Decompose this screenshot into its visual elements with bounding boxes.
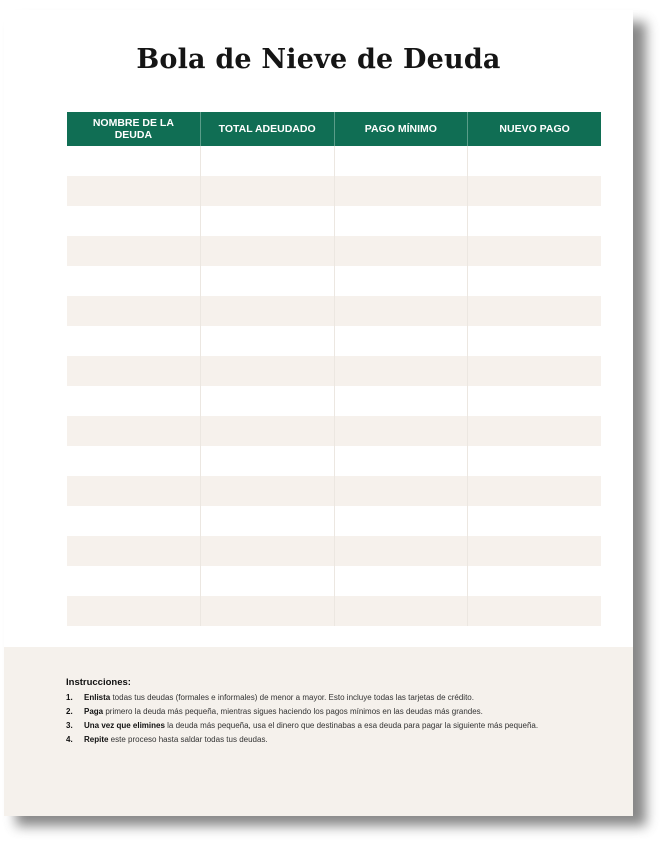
table-row bbox=[67, 596, 601, 626]
table-cell[interactable] bbox=[67, 206, 201, 236]
step-text: primero la deuda más pequeña, mientras sigues haciendo los pagos mínimos en las deudas más grandes. bbox=[103, 707, 483, 716]
table-cell[interactable] bbox=[335, 176, 469, 206]
table-row bbox=[67, 176, 601, 206]
step-text: la deuda más pequeña, usa el dinero que destinabas a esa deuda para pagar la siguiente más pequeña. bbox=[164, 721, 539, 730]
table-row bbox=[67, 266, 601, 296]
table-cell[interactable] bbox=[468, 176, 601, 206]
table-cell[interactable] bbox=[335, 506, 469, 536]
table-cell[interactable] bbox=[468, 356, 601, 386]
table-cell[interactable] bbox=[67, 146, 201, 176]
debt-table bbox=[67, 112, 601, 626]
table-row bbox=[67, 206, 601, 236]
step-text: todas tus deudas (formales e informales) de menor a mayor. Esto incluye todas las tarjetas de crédito. bbox=[110, 693, 474, 702]
step-keyword: Una vez que elimines bbox=[84, 721, 165, 730]
instruction-step bbox=[66, 692, 591, 703]
table-cell[interactable] bbox=[67, 506, 201, 536]
table-cell[interactable] bbox=[201, 176, 335, 206]
table-cell[interactable] bbox=[201, 356, 335, 386]
table-cell[interactable] bbox=[201, 506, 335, 536]
table-cell[interactable] bbox=[468, 266, 601, 296]
table-cell[interactable] bbox=[335, 596, 469, 626]
step-keyword: Enlista bbox=[84, 693, 111, 702]
table-cell[interactable] bbox=[335, 566, 469, 596]
table-cell[interactable] bbox=[201, 236, 335, 266]
table-cell[interactable] bbox=[468, 386, 601, 416]
table-cell[interactable] bbox=[468, 206, 601, 236]
instructions-list bbox=[66, 692, 591, 745]
table-cell[interactable] bbox=[67, 296, 201, 326]
table-cell[interactable] bbox=[67, 476, 201, 506]
table-cell[interactable] bbox=[468, 476, 601, 506]
table-cell[interactable] bbox=[335, 536, 469, 566]
table-cell[interactable] bbox=[67, 386, 201, 416]
table-cell[interactable] bbox=[67, 416, 201, 446]
step-number: 1. bbox=[66, 693, 73, 702]
table-cell[interactable] bbox=[201, 536, 335, 566]
table-cell[interactable] bbox=[335, 266, 469, 296]
column-header-minimum-payment: PAGO MÍNIMO bbox=[335, 112, 469, 146]
table-cell[interactable] bbox=[468, 506, 601, 536]
worksheet-page bbox=[4, 10, 633, 816]
table-cell[interactable] bbox=[335, 386, 469, 416]
table-row bbox=[67, 566, 601, 596]
table-header bbox=[67, 112, 601, 146]
instructions-title: Instrucciones: bbox=[66, 677, 131, 688]
table-cell[interactable] bbox=[67, 596, 201, 626]
step-keyword: Paga bbox=[84, 707, 104, 716]
table-cell[interactable] bbox=[468, 326, 601, 356]
table-row bbox=[67, 146, 601, 176]
step-number: 2. bbox=[66, 707, 73, 716]
table-cell[interactable] bbox=[201, 296, 335, 326]
table-row bbox=[67, 506, 601, 536]
column-header-debt-name: NOMBRE DE LA DEUDA bbox=[67, 112, 201, 146]
instruction-step bbox=[66, 706, 591, 717]
table-cell[interactable] bbox=[468, 146, 601, 176]
step-text: este proceso hasta saldar todas tus deudas. bbox=[108, 735, 268, 744]
table-cell[interactable] bbox=[67, 176, 201, 206]
table-cell[interactable] bbox=[201, 596, 335, 626]
table-row bbox=[67, 356, 601, 386]
table-cell[interactable] bbox=[201, 326, 335, 356]
table-cell[interactable] bbox=[67, 446, 201, 476]
table-cell[interactable] bbox=[67, 356, 201, 386]
instruction-step bbox=[66, 734, 591, 745]
instructions bbox=[66, 677, 591, 748]
table-row bbox=[67, 476, 601, 506]
step-number: 4. bbox=[66, 735, 73, 744]
table-cell[interactable] bbox=[468, 536, 601, 566]
table-row bbox=[67, 326, 601, 356]
table-body bbox=[67, 146, 601, 626]
step-keyword: Repite bbox=[84, 735, 109, 744]
table-row bbox=[67, 386, 601, 416]
table-row bbox=[67, 446, 601, 476]
table-cell[interactable] bbox=[67, 266, 201, 296]
instructions-panel bbox=[4, 647, 633, 816]
table-cell[interactable] bbox=[335, 146, 469, 176]
table-cell[interactable] bbox=[468, 596, 601, 626]
table-cell[interactable] bbox=[201, 266, 335, 296]
table-cell[interactable] bbox=[335, 476, 469, 506]
table-cell[interactable] bbox=[67, 236, 201, 266]
table-row bbox=[67, 296, 601, 326]
table-cell[interactable] bbox=[201, 386, 335, 416]
table-cell[interactable] bbox=[335, 296, 469, 326]
table-cell[interactable] bbox=[335, 236, 469, 266]
table-cell[interactable] bbox=[201, 446, 335, 476]
table-cell[interactable] bbox=[67, 566, 201, 596]
page-title: Bola de Nieve de Deuda bbox=[136, 44, 501, 75]
table-cell[interactable] bbox=[201, 416, 335, 446]
table-cell[interactable] bbox=[201, 206, 335, 236]
table-cell[interactable] bbox=[201, 146, 335, 176]
column-header-new-payment: NUEVO PAGO bbox=[499, 123, 570, 135]
table-row bbox=[67, 236, 601, 266]
table-cell[interactable] bbox=[335, 326, 469, 356]
table-cell[interactable] bbox=[335, 416, 469, 446]
table-cell[interactable] bbox=[468, 236, 601, 266]
table-cell[interactable] bbox=[335, 356, 469, 386]
table-cell[interactable] bbox=[67, 326, 201, 356]
instruction-step bbox=[66, 720, 591, 731]
table-cell[interactable] bbox=[335, 446, 469, 476]
table-cell[interactable] bbox=[468, 446, 601, 476]
step-number: 3. bbox=[66, 721, 73, 730]
table-cell[interactable] bbox=[468, 416, 601, 446]
table-cell[interactable] bbox=[335, 206, 469, 236]
table-cell[interactable] bbox=[201, 476, 335, 506]
table-cell[interactable] bbox=[468, 566, 601, 596]
table-row bbox=[67, 416, 601, 446]
table-row bbox=[67, 536, 601, 566]
table-cell[interactable] bbox=[67, 536, 201, 566]
table-cell[interactable] bbox=[201, 566, 335, 596]
table-cell[interactable] bbox=[468, 296, 601, 326]
column-header-total-owed: TOTAL ADEUDADO bbox=[201, 112, 335, 146]
